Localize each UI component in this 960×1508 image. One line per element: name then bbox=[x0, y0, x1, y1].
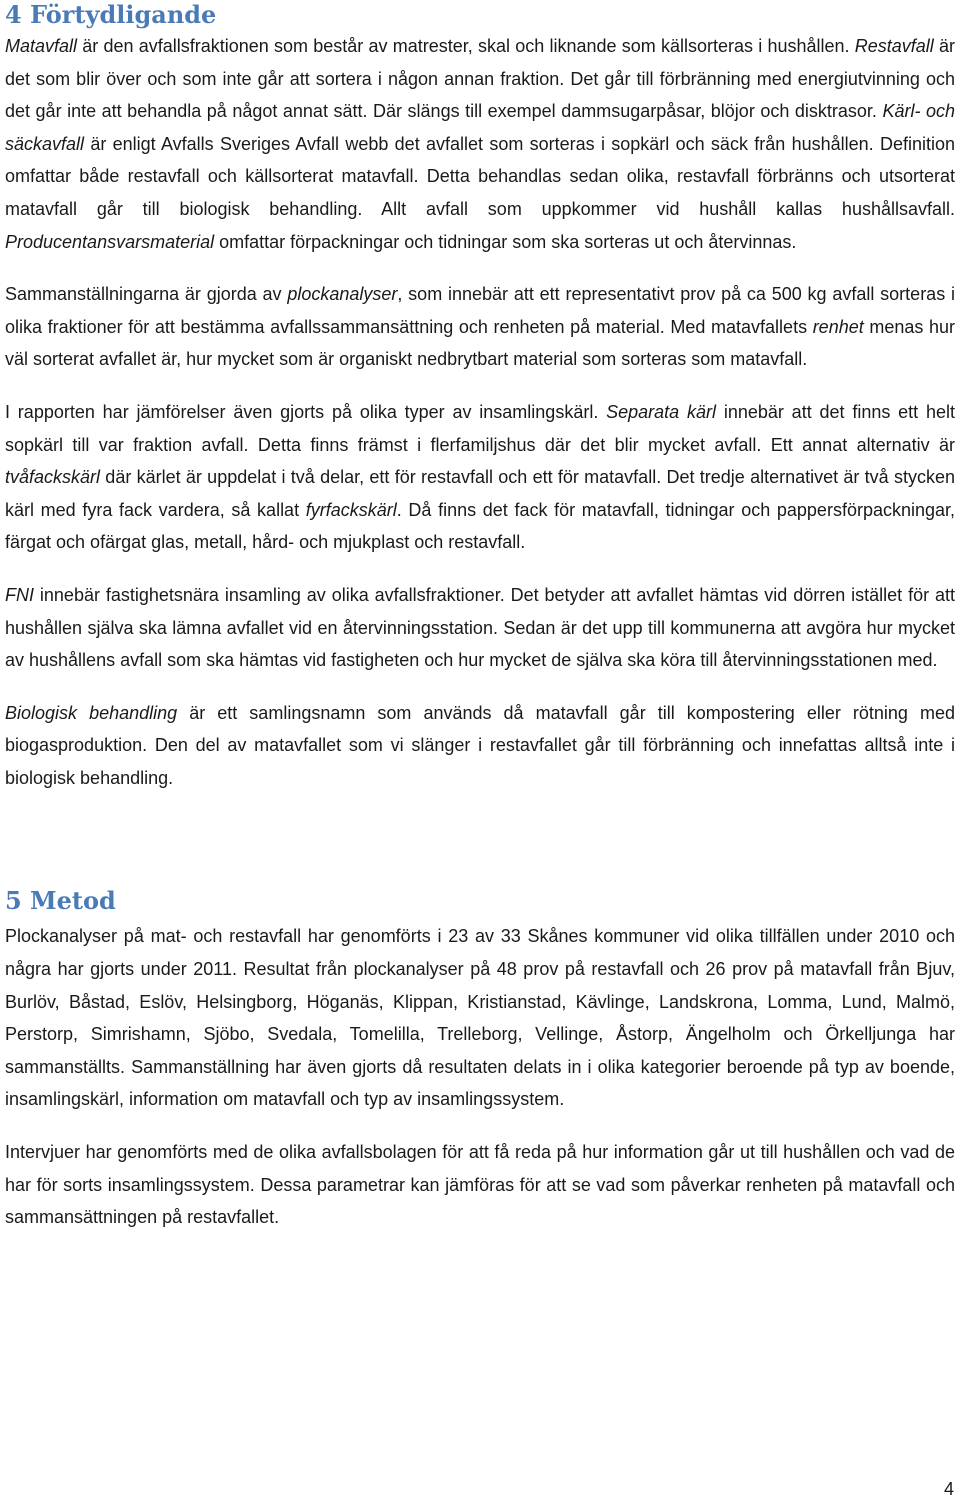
emphasized-term: tvåfackskärl bbox=[5, 467, 101, 488]
section-4-heading: 4 Förtydligande bbox=[5, 0, 217, 29]
emphasized-term: FNI bbox=[5, 584, 34, 605]
text-segment: Intervjuer har genomförts med de olika avfallsbolagen för att få reda på hur information går ut till hushållen och vad de har för sorts insamlingssystem. Dessa parametrar kan jämföras för att se vad som påverkar renheten på matavfall och sammansättningen på restavfallet. bbox=[5, 1142, 955, 1228]
paragraph bbox=[5, 1136, 955, 1234]
text-segment: är den avfallsfraktionen som består av matrester, skal och liknande som källsorteras i hushållen. bbox=[77, 36, 855, 56]
text-segment: där kärlet är uppdelat i två delar, ett för restavfall och ett för matavfall. Det tredje alternativet är två stycken kärl med fyra fack vardera, så kallat bbox=[5, 467, 955, 520]
emphasized-term: renhet bbox=[812, 316, 864, 337]
text-segment: omfattar förpackningar och tidningar som ska sorteras ut och återvinnas. bbox=[214, 231, 797, 252]
emphasized-term: Restavfall bbox=[854, 36, 934, 56]
paragraph bbox=[5, 579, 955, 677]
emphasized-term: Biologisk behandling bbox=[5, 702, 178, 723]
text-segment: I rapporten har jämförelser även gjorts på olika typer av insamlingskärl. bbox=[5, 401, 607, 422]
paragraph bbox=[5, 30, 955, 258]
text-segment: är enligt Avfalls Sveriges Avfall webb det avfallet som sorteras i sopkärl och säck från hushållen. Definition omfattar både restavfall och källsorterat matavfall. Detta behandlas sedan olika, restavfall förbränns och utsorterat matavfall går till biologisk behandling. Allt avfall som uppkommer vid hushåll kallas hushållsavfall. bbox=[5, 133, 955, 219]
text-segment: Plockanalyser på mat- och restavfall har genomförts i 23 av 33 Skånes kommuner vid olika tillfällen under 2010 och några har gjorts under 2011. Resultat från plockanalyser på 48 prov på restavfall och 26 prov på matavfall från Bjuv, Burlöv, Båstad, Eslöv, Helsingborg, Höganäs, Klippan, Kristianstad, Kävlinge, Landskrona, Lomma, Lund, Malmö, Perstorp, Simrishamn, Sjöbo, Svedala, Tomelilla, Trelleborg, Vellinge, Åstorp, Ängelholm och Örkelljunga har sammanställts. Sammanställning har även gjorts då resultaten delats in i olika kategorier beroende på typ av boende, insamlingskärl, information om matavfall och typ av insamlingssystem. bbox=[5, 926, 955, 1110]
section-5-heading: 5 Metod bbox=[5, 886, 116, 916]
paragraph bbox=[5, 920, 955, 1116]
document-page bbox=[5, 0, 955, 1254]
paragraph bbox=[5, 278, 955, 376]
text-segment: Sammanställningarna är gjorda av bbox=[5, 284, 288, 305]
emphasized-term: Separata kärl bbox=[606, 401, 717, 422]
paragraph bbox=[5, 396, 955, 559]
emphasized-term: plockanalyser bbox=[287, 284, 398, 305]
text-segment: , som innebär att ett representativt prov på ca 500 kg avfall sorteras i olika fraktioner för att bestämma avfallssammansättning och renheten på material. Med matavfallets bbox=[5, 284, 955, 337]
text-segment: menas hur väl sorterat avfallet är, hur mycket som är organiskt nedbrytbart material som sorteras som matavfall. bbox=[5, 316, 955, 370]
text-segment: innebär att det finns ett helt sopkärl till var fraktion avfall. Detta finns främst i flerfamiljshus där det blir mycket avfall. Ett annat alternativ är bbox=[5, 401, 955, 455]
emphasized-term: fyrfackskärl bbox=[305, 499, 397, 520]
emphasized-term: Matavfall bbox=[5, 36, 78, 56]
emphasized-term: Kärl- och säckavfall bbox=[5, 101, 956, 154]
page-number: 4 bbox=[943, 1479, 954, 1499]
emphasized-term: Producentansvarsmaterial bbox=[5, 231, 215, 252]
text-segment: . Då finns det fack för matavfall, tidningar och pappersförpackningar, färgat och ofärgat glas, metall, hård- och mjukplast och restavfall. bbox=[5, 499, 956, 553]
text-segment: är ett samlingsnamn som används då matavfall går till kompostering eller rötning med biogasproduktion. Den del av matavfallet som vi slänger i restavfallet går till förbränning och innefattas alltså inte i biologisk behandling. bbox=[5, 702, 955, 788]
paragraph bbox=[5, 697, 955, 795]
text-segment: är det som blir över och som inte går att sortera i någon annan fraktion. Det går till förbränning med energiutvinning och det går inte att behandla på något annat sätt. Där slängs till exempel dammsugarpåsar, blöjor och disktrasor. bbox=[5, 36, 955, 122]
text-segment: innebär fastighetsnära insamling av olika avfallsfraktioner. Det betyder att avfallet hämtas vid dörren istället för att hushållen själva ska lämna avfallet vid en återvinningsstation. Sedan är det upp till kommunerna att avgöra hur mycket av hushållens avfall som ska hämtas vid fastigheten och hur mycket de själva ska köra till återvinningsstationen med. bbox=[5, 584, 955, 671]
